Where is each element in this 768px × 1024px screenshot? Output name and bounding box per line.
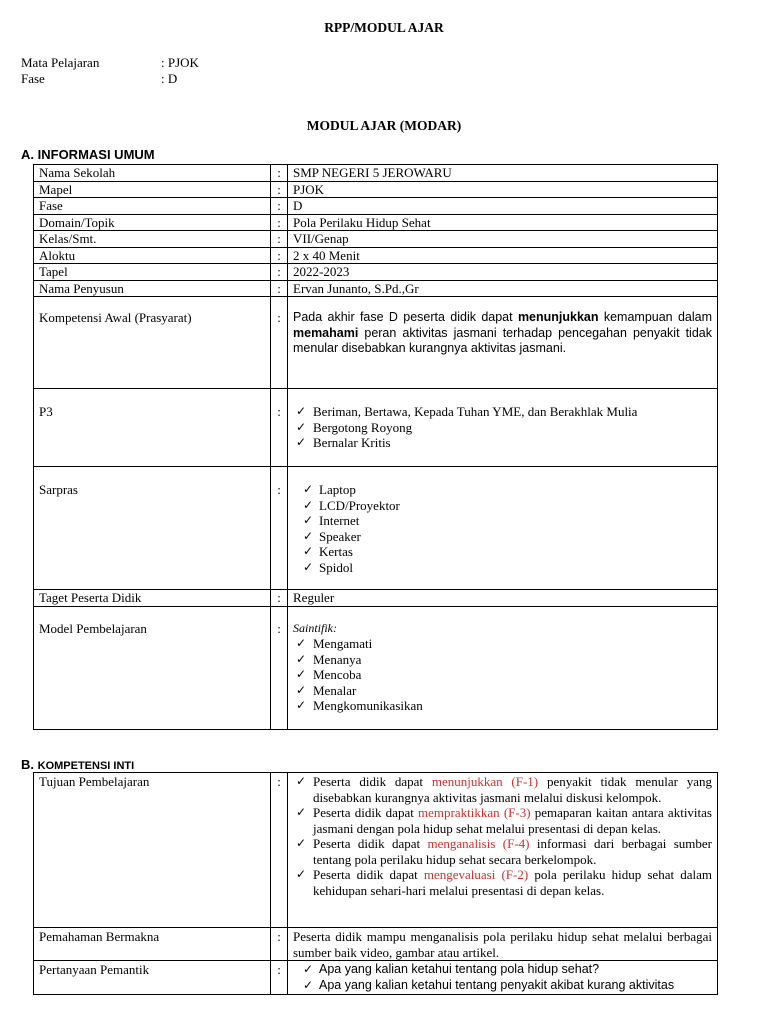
list-item: ✓ Menalar (293, 683, 712, 699)
list-item: ✓ Beriman, Bertawa, Kepada Tuhan YME, dan Berakhlak Mulia (293, 404, 712, 420)
row-value: Pola Perilaku Hidup Sehat (288, 214, 718, 231)
text-run: Peserta didik dapat (313, 836, 428, 851)
colon: : (271, 247, 288, 264)
list-item: ✓ Apa yang kalian ketahui tentang penyakit akibat kurang aktivitas (293, 978, 712, 994)
table-row (34, 165, 718, 182)
table-row-sarpras (34, 467, 718, 590)
section-a-heading (21, 147, 155, 162)
row-label: Aloktu (34, 247, 271, 264)
list-item: ✓ Bernalar Kritis (293, 435, 712, 451)
table-row (34, 214, 718, 231)
text-run-red: menunjukkan (F-1) (431, 774, 539, 789)
row-value: VII/Genap (288, 231, 718, 248)
text-run: Pada akhir fase D peserta didik dapat (293, 310, 518, 324)
table-row-model (34, 606, 718, 729)
row-label: Sarpras (34, 467, 271, 590)
list-item (293, 867, 712, 898)
text-run-red: menganalisis (F-4) (427, 836, 530, 851)
row-label: Tujuan Pembelajaran (34, 773, 271, 928)
list-item: ✓ Spidol (293, 560, 712, 576)
text-run: Peserta didik dapat (313, 867, 424, 882)
table-row (34, 280, 718, 297)
row-value: PJOK (288, 181, 718, 198)
meta-row-subject (21, 55, 199, 71)
colon: : (271, 181, 288, 198)
text-run: Peserta didik dapat (313, 805, 419, 820)
row-value: D (288, 198, 718, 215)
text-run-red: mengevaluasi (F-2) (423, 867, 529, 882)
model-list-cell (288, 606, 718, 729)
pertanyaan-checklist (293, 962, 712, 993)
list-item: ✓ Apa yang kalian ketahui tentang pola hidup sehat? (293, 962, 712, 978)
colon: : (271, 961, 288, 995)
table-row-pertanyaan (34, 961, 718, 995)
list-item: ✓ Laptop (293, 482, 712, 498)
text-run: pemaparan kaitan antara aktivitas jasmani dengan pola hidup sehat melalui presentasi di depan kelas. (313, 805, 712, 836)
row-value: 2022-2023 (288, 264, 718, 281)
section-title: INFORMASI UMUM (37, 147, 155, 162)
list-item: ✓ Bergotong Royong (293, 420, 712, 436)
list-item: ✓ Speaker (293, 529, 712, 545)
meta-value: : D (161, 71, 178, 86)
table-row (34, 231, 718, 248)
meta-label: Fase (21, 71, 45, 86)
table-row-target (34, 590, 718, 607)
text-run-bold: menunjukkan (517, 310, 599, 324)
table-row-pemahaman (34, 928, 718, 961)
colon: : (271, 297, 288, 389)
sarpras-checklist (293, 482, 712, 575)
list-item: ✓ Mengkomunikasikan (293, 698, 712, 714)
colon: : (271, 389, 288, 467)
colon: : (271, 590, 288, 607)
text-run-red: mempraktikkan (F-3) (418, 805, 531, 820)
list-item: ✓ Internet (293, 513, 712, 529)
row-value: 2 x 40 Menit (288, 247, 718, 264)
colon: : (271, 467, 288, 590)
model-heading: Saintifik: (293, 620, 337, 635)
section-title: KOMPETENSI INTI (37, 760, 135, 772)
list-item (293, 836, 712, 867)
section-letter: B. (21, 757, 34, 772)
row-label: Pemahaman Bermakna (34, 928, 271, 961)
page-title: RPP/MODUL AJAR (324, 20, 444, 35)
text-run: Peserta didik dapat (313, 774, 432, 789)
list-item: ✓ Mencoba (293, 667, 712, 683)
general-info-table (33, 164, 718, 730)
list-item: ✓ Menanya (293, 652, 712, 668)
table-row-p3 (34, 389, 718, 467)
table-row-tujuan (34, 773, 718, 928)
module-subtitle: MODUL AJAR (MODAR) (306, 118, 462, 133)
table-row-kompetensi (34, 297, 718, 389)
p3-checklist (293, 404, 712, 451)
row-label: Taget Peserta Didik (34, 590, 271, 607)
row-value: Reguler (288, 590, 718, 607)
table-row (34, 181, 718, 198)
list-item (293, 805, 712, 836)
text-run: peran aktivitas jasmani terhadap pencegahan penyakit tidak menular disebabkan kurangnya aktivitas jasmani. (293, 325, 712, 355)
meta-row-phase (21, 71, 199, 87)
document-meta (21, 55, 199, 87)
text-run: pola perilaku hidup sehat dalam kehidupan sehari-hari melalui presentasi di depan kelas. (313, 867, 712, 898)
colon: : (271, 264, 288, 281)
pertanyaan-list-cell (288, 961, 718, 995)
row-label: Tapel (34, 264, 271, 281)
colon: : (271, 928, 288, 961)
meta-value: : PJOK (161, 55, 199, 70)
table-row (34, 247, 718, 264)
table-row (34, 264, 718, 281)
list-item: ✓ Kertas (293, 544, 712, 560)
section-letter: A. (21, 147, 34, 162)
meta-label: Mata Pelajaran (21, 55, 100, 70)
pemahaman-text: Peserta didik mampu menganalisis pola perilaku hidup sehat melalui berbagai sumber baik video, gambar atau artikel. (288, 928, 718, 961)
row-label: Nama Sekolah (34, 165, 271, 182)
text-run: kemampuan dalam (598, 310, 713, 324)
colon: : (271, 165, 288, 182)
colon: : (271, 214, 288, 231)
row-label: Pertanyaan Pemantik (34, 961, 271, 995)
p3-list-cell (288, 389, 718, 467)
list-item (293, 774, 712, 805)
text-run: penyakit tidak menular yang disebabkan kurangnya aktivitas jasmani melalui diskusi kelompok. (313, 774, 712, 805)
row-label: P3 (34, 389, 271, 467)
core-competence-table (33, 772, 718, 995)
row-label: Fase (34, 198, 271, 215)
row-label: Kelas/Smt. (34, 231, 271, 248)
colon: : (271, 280, 288, 297)
list-item: ✓ Mengamati (293, 636, 712, 652)
table-row (34, 198, 718, 215)
text-run: informasi dari berbagai sumber tentang pola perilaku hidup sehat secara berkelompok. (313, 836, 712, 867)
tujuan-checklist (293, 774, 712, 898)
colon: : (271, 606, 288, 729)
colon: : (271, 773, 288, 928)
sarpras-list-cell (288, 467, 718, 590)
row-label: Kompetensi Awal (Prasyarat) (34, 297, 271, 389)
colon: : (271, 231, 288, 248)
row-value: Ervan Junanto, S.Pd.,Gr (288, 280, 718, 297)
list-item: ✓ LCD/Proyektor (293, 498, 712, 514)
section-b-heading (21, 757, 134, 772)
row-label: Model Pembelajaran (34, 606, 271, 729)
row-label: Domain/Topik (34, 214, 271, 231)
colon: : (271, 198, 288, 215)
text-run-bold: memahami (293, 325, 359, 340)
row-value: SMP NEGERI 5 JEROWARU (288, 165, 718, 182)
tujuan-list-cell (288, 773, 718, 928)
kompetensi-text (288, 297, 718, 389)
row-label: Nama Penyusun (34, 280, 271, 297)
row-label: Mapel (34, 181, 271, 198)
model-checklist (293, 636, 712, 714)
